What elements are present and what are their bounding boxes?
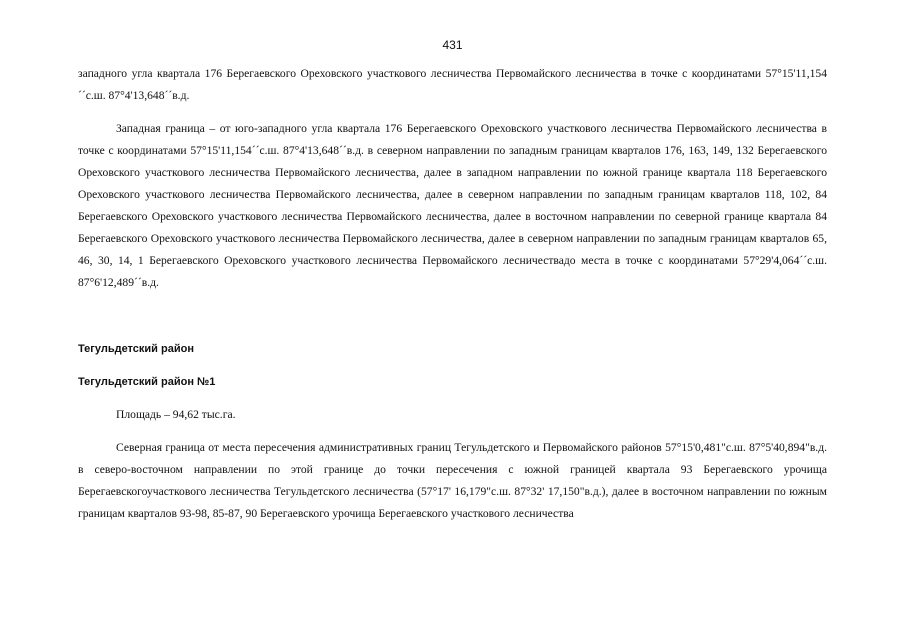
paragraph-continuation: западного угла квартала 176 Берегаевского Ореховского участкового лесничества Первомайского лесничества в точке с координатами 57°15'11,154´´с.ш. 87°4'13,648´´в.д. — [78, 67, 827, 102]
spacer — [78, 426, 827, 437]
paragraph-western-border: Западная граница – от юго-западного угла квартала 176 Берегаевского Ореховского участкового лесничества Первомайского лесничества в точке с координатами 57°15'11,154´´с.ш. 87°4'13,648´´в.д. в северном направлении по западным границам кварталов 176, 163, 149, 132 Берегаевского Ореховского участкового лесничества Первомайского лесничества, далее в западном направлении по южной границе квартала 118 Берегаевского Ореховского участкового лесничества Первомайского лесничества, далее в северном направлении по западным границам кварталов 118, 102, 84 Берегаевского Ореховского участкового лесничества Первомайского лесничества, далее в восточном направлении по северной границе квартала 84 Берегаевского Ореховского участкового лесничества Первомайского лесничества, далее в северном направлении по западным границам кварталов 65, 46, 30, 14, 1 Берегаевского Ореховского участкового лесничества Первомайского лесничествадо места в точке с координатами 57°29'4,064´´с.ш. 87°6'12,489´´в.д. — [78, 122, 827, 289]
spacer — [78, 393, 827, 404]
heading-district-number: Тегульдетский район №1 — [78, 376, 216, 388]
spacer — [78, 107, 827, 118]
page-number: 431 — [442, 38, 463, 52]
heading-district: Тегульдетский район — [78, 343, 194, 355]
spacer — [78, 360, 827, 371]
paragraph-area: Площадь – 94,62 тыс.га. — [116, 408, 236, 421]
paragraph-northern-border: Северная граница от места пересечения административных границ Тегульдетского и Первомайского районов 57°15'0,481"с.ш. 87°5'40,894"в.д. в северо-восточном направлении по этой границе до точки пересечения с южной границей квартала 93 Берегаевского урочища Берегаевскогоучасткового лесничества Тегульдетского лесничества (57°17' 16,179"с.ш. 87°32' 17,150"в.д.), далее в восточном направлении по южным границам кварталов 93-98, 85-87, 90 Берегаевского урочища Берегаевского участкового лесничества — [78, 441, 827, 520]
document-body — [78, 63, 827, 525]
spacer — [78, 294, 827, 338]
